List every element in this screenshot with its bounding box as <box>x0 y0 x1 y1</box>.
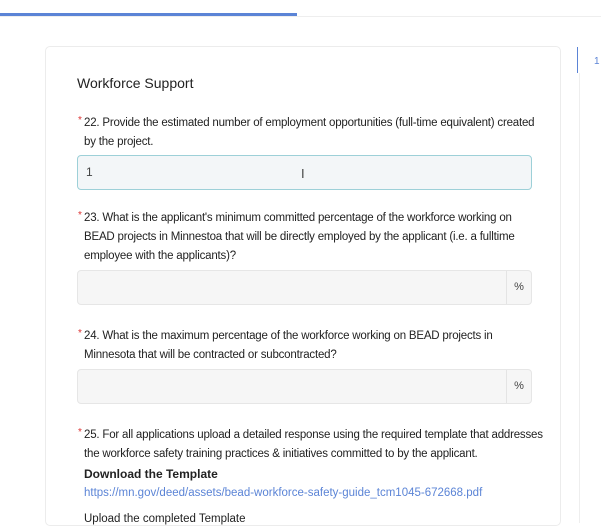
download-heading: Download the Template <box>84 467 218 481</box>
required-marker: * <box>78 328 82 339</box>
question-label: 25. For all applications upload a detailed response using the required template that addresses the workforce safety training practices & initiatives committed to by the applicant. <box>84 429 543 460</box>
question-label: 22. Provide the estimated number of employment opportunities (full-time equivalent) created by the project. <box>84 117 535 148</box>
question-22 <box>78 114 544 152</box>
form-card <box>45 46 561 526</box>
template-download-link[interactable]: https://mn.gov/deed/assets/bead-workforce-safety-guide_tcm1045-672668.pdf <box>84 487 483 499</box>
progress-bar <box>0 13 297 16</box>
side-nav-item[interactable]: 1 <box>594 56 600 67</box>
direct-employment-percent-input[interactable] <box>77 270 532 305</box>
question-23 <box>78 209 544 266</box>
employment-opportunities-input[interactable] <box>77 155 532 190</box>
upload-label: Upload the completed Template <box>84 513 246 525</box>
section-title: Workforce Support <box>77 75 194 91</box>
required-marker: * <box>78 427 82 438</box>
required-marker: * <box>78 115 82 126</box>
divider <box>579 73 580 523</box>
question-24 <box>78 327 544 365</box>
question-label: 23. What is the applicant's minimum committed percentage of the workforce working on BEAD projects in Minnestoa that will be directly employed by the applicant (i.e. a fulltime employee with the applicants)? <box>84 212 515 262</box>
question-25 <box>78 426 544 464</box>
percent-suffix: % <box>506 271 531 304</box>
input-value: 1 <box>86 165 93 179</box>
side-nav-active-indicator <box>577 47 578 73</box>
text-cursor-icon: I <box>301 166 305 181</box>
contracted-percent-input[interactable] <box>77 369 532 404</box>
percent-suffix: % <box>506 370 531 403</box>
question-label: 24. What is the maximum percentage of the workforce working on BEAD projects in Minnesota that will be contracted or subcontracted? <box>84 330 493 361</box>
required-marker: * <box>78 210 82 221</box>
